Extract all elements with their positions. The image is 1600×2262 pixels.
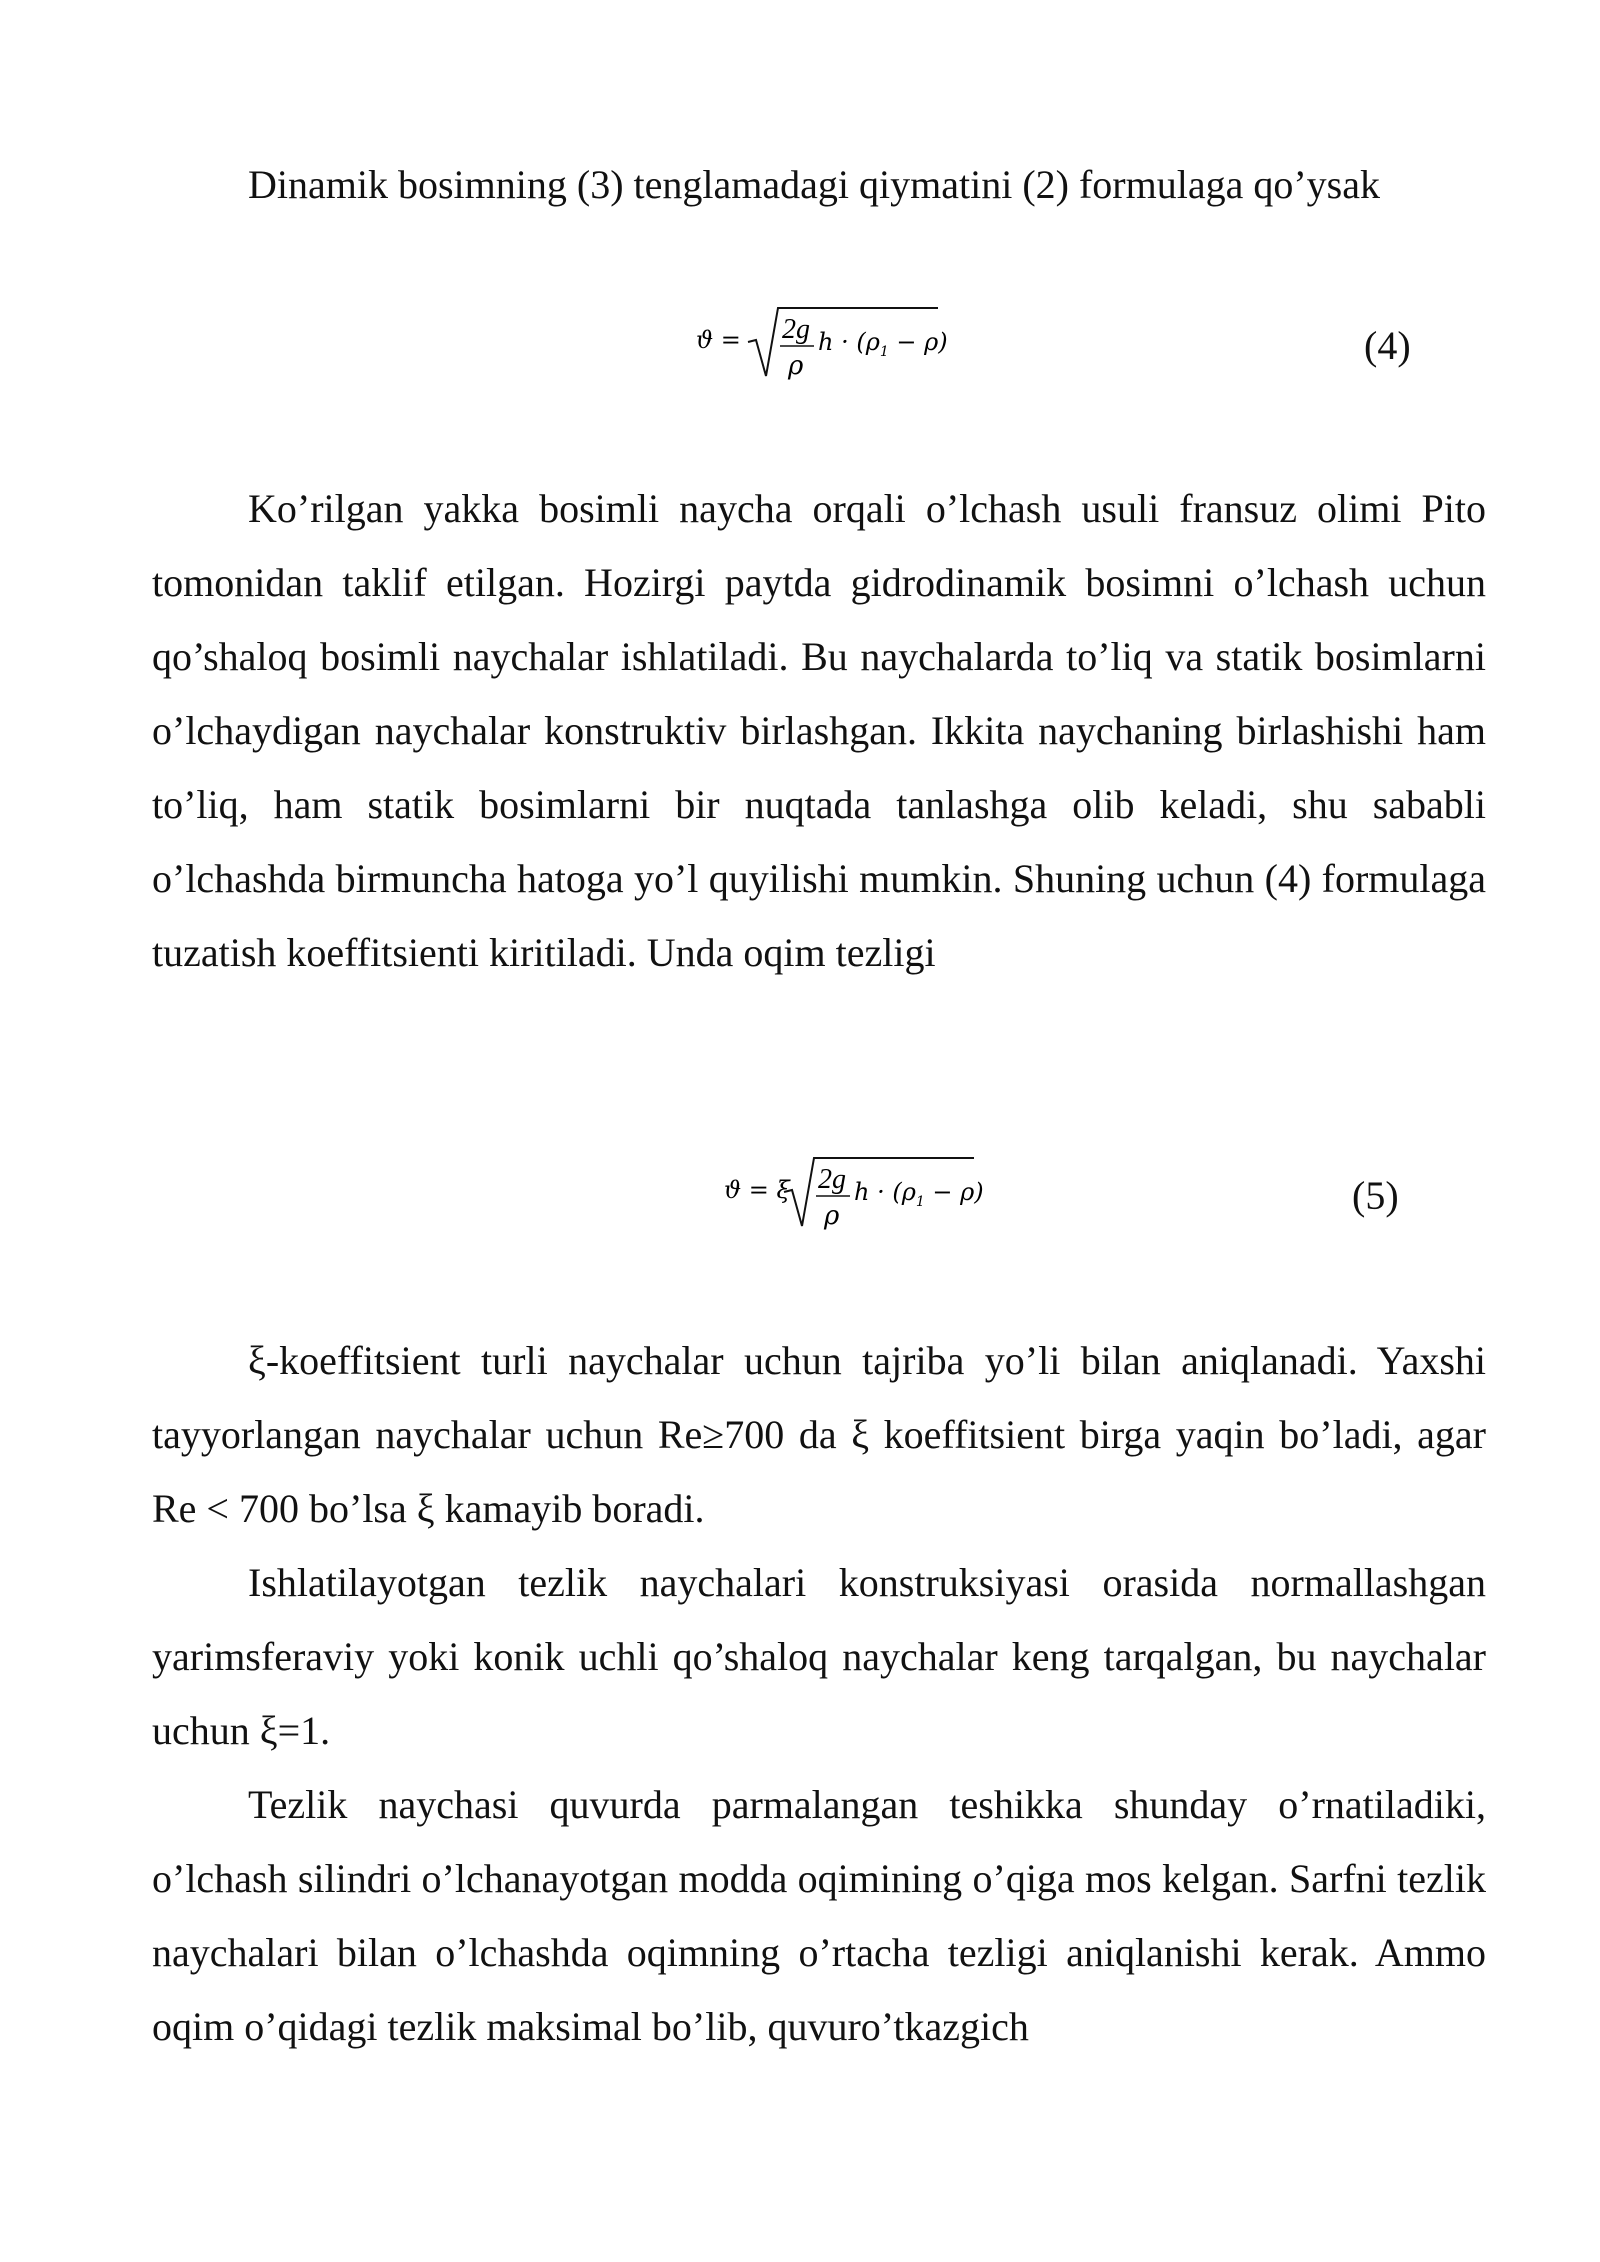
paragraph-installation: Tezlik naychasi quvurda parmalangan teshikka shunday o’rnatiladiki, o’lchash silindri o’lchanayotgan modda oqimining o’qiga mos kelgan. Sarfni tezlik naychalari bilan o’lchashda oqimning o’rtacha tezligi aniqlanishi kerak. Ammo oqim o’qidagi tezlik maksimal bo’lib, quvuro’tkazgich — [152, 1782, 1486, 2049]
paragraph-intro: Dinamik bosimning (3) tenglamadagi qiymatini (2) formulaga qo’ysak — [248, 162, 1380, 207]
formula-5 — [724, 1146, 1004, 1236]
formula-5-svg — [724, 1146, 1004, 1236]
formula-4-numerator: 2g — [782, 314, 810, 345]
formula-5-numerator: 2g — [818, 1164, 846, 1195]
paragraph-tube-designs: Ishlatilayotgan tezlik naychalari konstruksiyasi orasida normallashgan yarimsferaviy yoki konik uchli qo’shaloq naychalar keng tarqalgan, bu naychalar uchun ξ=1. — [152, 1560, 1486, 1753]
equation-number-5: (5) — [1352, 1173, 1399, 1218]
formula-4 — [696, 296, 956, 386]
formula-4-tail: $h \cdot (\rho_1 - \rho)$ — [818, 328, 948, 360]
formula-4-denominator: ρ — [788, 351, 804, 381]
formula-5-tail: $h \cdot (\rho_1 - \rho)$ — [854, 1178, 984, 1210]
formula-4-lhs: ϑ = — [696, 326, 741, 354]
formula-4-svg — [696, 296, 956, 386]
formula-5-denominator: ρ — [824, 1201, 840, 1231]
equation-number-4: (4) — [1364, 323, 1411, 368]
paragraph-pito: Ko’rilgan yakka bosimli naycha orqali o’lchash usuli fransuz olimi Pito tomonidan taklif etilgan. Hozirgi paytda gidrodinamik bosimni o’lchash uchun qo’shaloq bosimli naychalar ishlatiladi. Bu naychalarda to’liq va statik bosimlarni o’lchaydigan naychalar konstruktiv birlashgan. Ikkita naychaning birlashishi ham to’liq, ham statik bosimlarni bir nuqtada tanlashga olib keladi, shu sababli o’lchashda birmuncha hatoga yo’l quyilishi mumkin. Shuning uchun (4) formulaga tuzatish koeffitsienti kiritiladi. Unda oqim tezligi — [152, 486, 1486, 975]
paragraph-xi-coefficient: ξ-koeffitsient turli naychalar uchun tajriba yo’li bilan aniqlanadi. Yaxshi tayyorlangan naychalar uchun Re≥700 da ξ koeffitsient birga yaqin bo’ladi, agar Re < 700 bo’lsa ξ kamayib boradi. — [152, 1338, 1486, 1531]
formula-5-lhs: ϑ = ξ — [724, 1176, 790, 1204]
